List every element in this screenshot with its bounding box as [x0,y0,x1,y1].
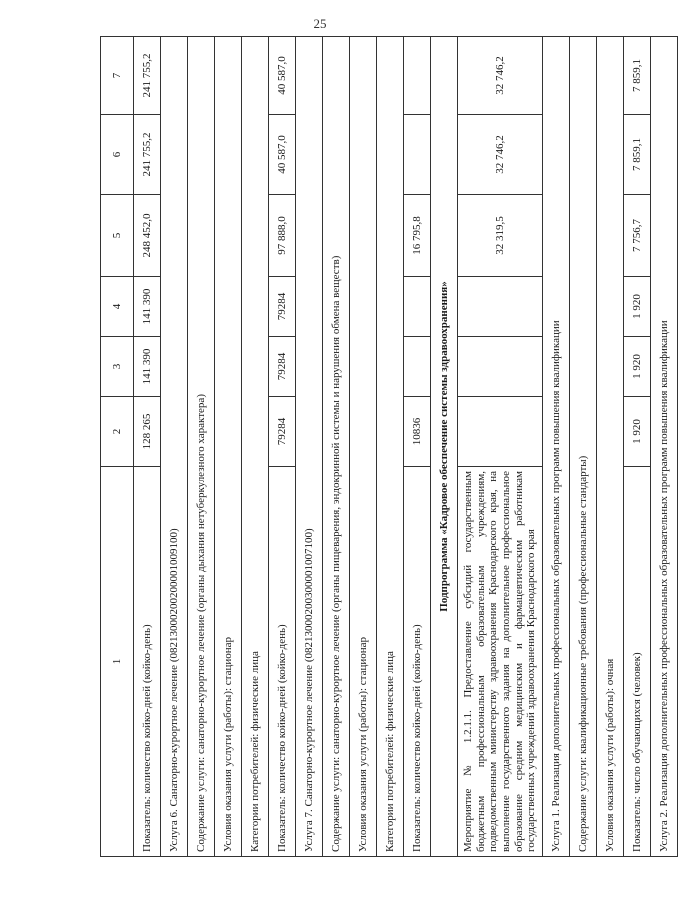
table-row [651,37,678,857]
table-row [377,37,404,857]
value-cell [404,337,431,397]
table-row [570,37,597,857]
table-row [458,37,543,857]
column-header: 2 [101,397,134,467]
service-info-cell: Содержание услуги: квалификационные требования (профессиональные стандарты) [570,37,597,857]
table-row [404,37,431,857]
value-cell [404,37,431,115]
table-row [188,37,215,857]
budget-table [100,36,678,857]
column-header: 7 [101,37,134,115]
value-cell: 16 795,8 [404,195,431,277]
indicator-label-cell: Показатель: количество койко-дней (койко-день) [134,467,161,857]
table-row [624,37,651,857]
service-info-cell: Категории потребителей: физические лица [377,37,404,857]
service-info-cell: Условия оказания услуги (работы): стационар [350,37,377,857]
table-container [100,37,670,857]
value-cell: 7 859,1 [624,37,651,115]
column-header: 3 [101,337,134,397]
service-info-cell: Условия оказания услуги (работы): очная [597,37,624,857]
value-cell [458,337,543,397]
value-cell: 79284 [269,337,296,397]
table-row [350,37,377,857]
value-cell [458,277,543,337]
table-row [296,37,323,857]
table-row [269,37,296,857]
value-cell: 141 390 [134,277,161,337]
indicator-label-cell: Показатель: количество койко-дней (койко-день) [404,467,431,857]
value-cell [458,397,543,467]
value-cell: 1 920 [624,397,651,467]
header-row [101,37,134,857]
table-row [242,37,269,857]
service-info-cell: Условия оказания услуги (работы): стационар [215,37,242,857]
column-header: 6 [101,115,134,195]
service-info-cell: Услуга 6. Санаторно-курортное лечение (08213000200200001009100) [161,37,188,857]
value-cell: 7 756,7 [624,195,651,277]
value-cell: 248 452,0 [134,195,161,277]
table-row [431,37,458,857]
column-header: 4 [101,277,134,337]
rotated-table-canvas [100,37,670,857]
subprogram-title: Подпрограмма «Кадровое обеспечение системы здравоохранения» [431,37,458,857]
value-cell: 40 587,0 [269,115,296,195]
table-row [161,37,188,857]
value-cell [404,277,431,337]
table-body [101,37,678,857]
value-cell: 32 746,2 [458,115,543,195]
service-info-cell: Содержание услуги: санаторно-курортное лечение (органы пищеварения, эндокринной системы и нарушения обмена веществ) [323,37,350,857]
service-info-cell: Содержание услуги: санаторно-курортное лечение (органы дыхания нетуберкулезного характера) [188,37,215,857]
service-info-cell: Услуга 1. Реализация дополнительных профессиональных образовательных программ повышения квалификации [543,37,570,857]
value-cell: 40 587,0 [269,37,296,115]
value-cell: 7 859,1 [624,115,651,195]
indicator-label-cell: Показатель: количество койко-дней (койко-день) [269,467,296,857]
indicator-label-cell: Показатель: число обучающихся (человек) [624,467,651,857]
value-cell: 79284 [269,277,296,337]
value-cell: 32 319,5 [458,195,543,277]
page-number: 25 [313,16,327,31]
value-cell: 32 746,2 [458,37,543,115]
service-info-cell: Категории потребителей: физические лица [242,37,269,857]
value-cell: 10836 [404,397,431,467]
value-cell: 1 920 [624,337,651,397]
column-header: 1 [101,467,134,857]
service-info-cell: Услуга 2. Реализация дополнительных профессиональных образовательных программ повышения квалификации [651,37,678,857]
value-cell: 79284 [269,397,296,467]
value-cell: 1 920 [624,277,651,337]
table-row [215,37,242,857]
table-row [134,37,161,857]
service-info-cell: Услуга 7. Санаторно-курортное лечение (08213000200300001007100) [296,37,323,857]
value-cell: 241 755,2 [134,37,161,115]
value-cell [404,115,431,195]
table-row [323,37,350,857]
value-cell: 241 755,2 [134,115,161,195]
value-cell: 97 888,0 [269,195,296,277]
table-row [597,37,624,857]
value-cell: 141 390 [134,337,161,397]
table-row [543,37,570,857]
value-cell: 128 265 [134,397,161,467]
measure-description-cell: Мероприятие № 1.2.1.1. Предоставление субсидий государственным бюджетным профессиональным образовательным учреждениям, подведомственным министерству здравоохранения Краснодарского края, на выполнение государственного задания на дополнительное профессиональное образование средним медицинским и фармацевтическим работникам государственных учреждений здравоохранения Краснодарского края [458,467,543,857]
column-header: 5 [101,195,134,277]
